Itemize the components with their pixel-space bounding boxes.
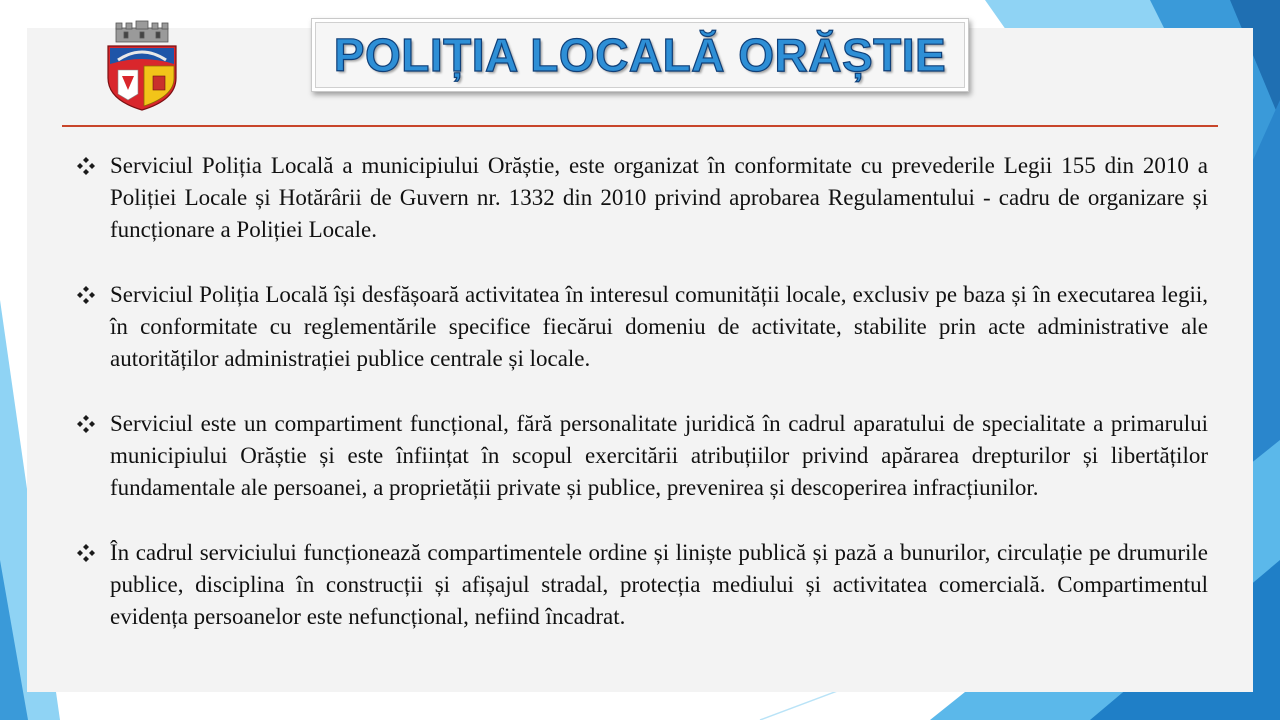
list-item [76,279,1208,375]
title-box [311,18,969,92]
four-diamond-bullet-icon [76,537,96,569]
bullet-list [76,150,1208,666]
title-divider [62,125,1218,127]
list-item [76,150,1208,246]
page-title: POLIȚIA LOCALĂ ORĂȘTIE [333,29,947,81]
paragraph-text: În cadrul serviciului funcționează compartimentele ordine și liniște publică și pază a bunurilor, circulație pe drumurile publice, disciplina în construcții și afișajul stradal, protecția mediului și activitatea comercială. Compartimentul evidența persoanelor este nefuncțional, nefiind încadrat. [110,540,1208,629]
four-diamond-bullet-icon [76,150,96,182]
paragraph-text: Serviciul este un compartiment funcțional, fără personalitate juridică în cadrul aparatului de specialitate a primarului municipiului Orăștie și este înființat în scopul exercitării atribuțiilor privind apărarea drepturilor și libertăților fundamentale ale persoanei, a proprietății private și publice, prevenirea și descoperirea infracțiunilor. [110,411,1208,500]
orastie-coat-of-arms-icon [104,20,180,112]
list-item [76,537,1208,633]
list-item [76,408,1208,504]
four-diamond-bullet-icon [76,408,96,440]
crest-book [153,76,165,90]
crest-crown [116,21,168,42]
paragraph-text: Serviciul Poliția Locală a municipiului Orăștie, este organizat în conformitate cu prevederile Legii 155 din 2010 a Poliției Locale și Hotărârii de Guvern nr. 1332 din 2010 privind aprobarea Regulamentului - cadru de organizare și funcționare a Poliției Locale. [110,153,1208,242]
paragraph-text: Serviciul Poliția Locală își desfășoară activitatea în interesul comunității locale, exclusiv pe baza și în executarea legii, în conformitate cu reglementările specifice fiecărui domeniu de activitate, stabilite prin acte administrative ale autorităților administrației publice centrale și locale. [110,282,1208,371]
four-diamond-bullet-icon [76,279,96,311]
